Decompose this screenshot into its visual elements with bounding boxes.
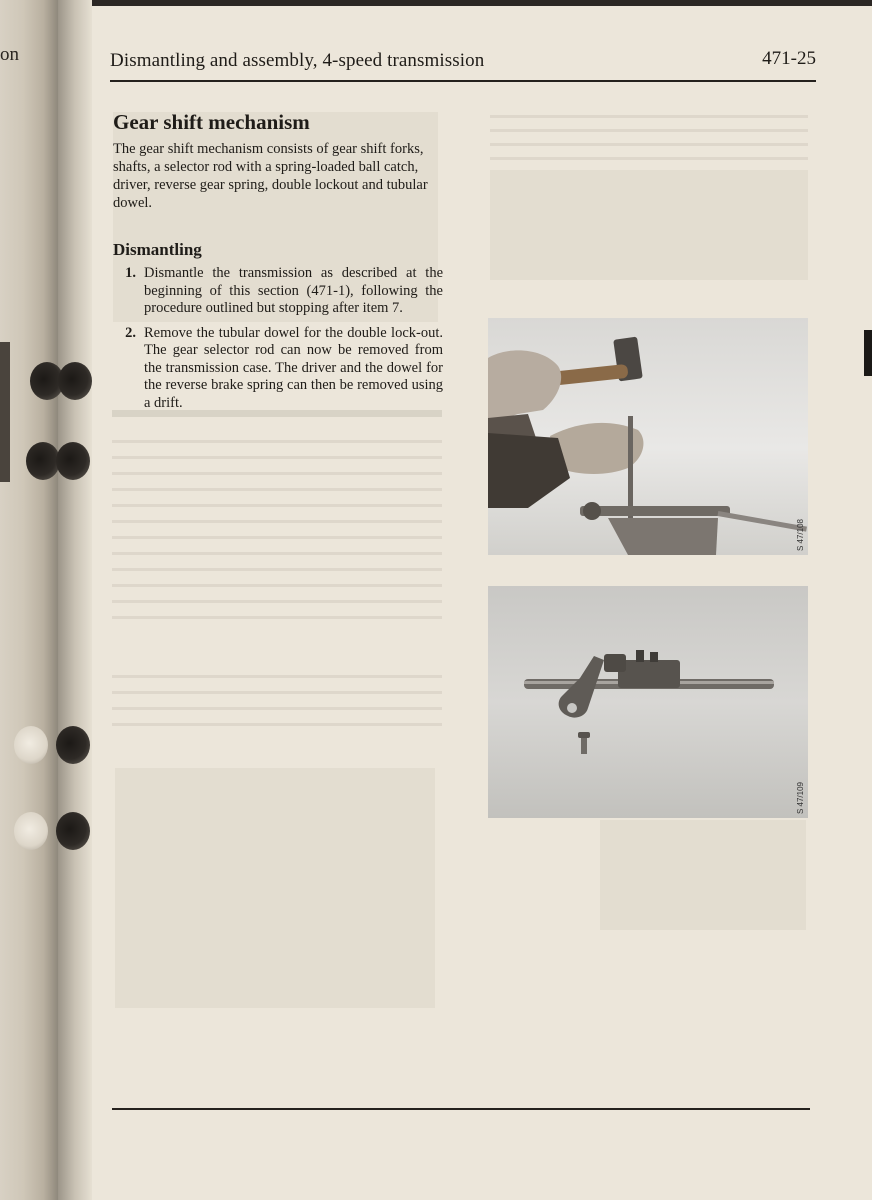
punch-hole — [26, 442, 60, 480]
footer-rule — [112, 1108, 810, 1110]
running-header-title: Dismantling and assembly, 4-speed transmission — [110, 50, 485, 71]
selector-rod-photo — [488, 586, 808, 818]
bleed-through-photo — [115, 768, 435, 1008]
figure-code: S 47/109 — [796, 781, 805, 814]
punch-hole — [56, 812, 90, 850]
binding-gutter — [58, 0, 92, 1200]
hammer-and-drift-photo — [488, 318, 808, 555]
step-text: Remove the tubular dowel for the double lock-out. The gear selector rod can now be removed from the transmission case. The driver and the dowel for the reverse brake spring can then be removed using a drift. — [144, 324, 443, 411]
bleed-through-text — [112, 675, 442, 735]
intro-paragraph: The gear shift mechanism consists of gear shift forks, shafts, a selector rod with a spring-loaded ball catch, driver, reverse gear spring, double lockout and tubular dowel. — [113, 141, 428, 211]
section-title: Gear shift mechanism — [113, 110, 310, 134]
previous-page-fragment: on — [0, 44, 19, 65]
subsection-title: Dismantling — [113, 240, 202, 259]
punch-hole — [56, 726, 90, 764]
bleed-through-photo — [600, 820, 806, 930]
list-item — [113, 325, 443, 413]
header-rule — [110, 80, 816, 82]
bleed-through-text — [112, 440, 442, 630]
punch-hole — [58, 362, 92, 400]
punch-hole — [14, 812, 48, 850]
step-number: 2. — [125, 324, 136, 341]
previous-page-marker — [0, 342, 10, 482]
punch-hole — [14, 726, 48, 764]
selector-rod-illustration — [488, 586, 808, 818]
dismantling-steps — [113, 265, 443, 419]
page-number: 471-25 — [762, 48, 816, 69]
step-number: 1. — [125, 265, 136, 281]
list-item — [113, 265, 443, 318]
thumb-index-tab — [864, 330, 872, 376]
previous-page-edge — [0, 0, 58, 1200]
step-text: Dismantle the transmission as described at the beginning of this section (471-1), following the procedure outlined but stopping after item 7. — [144, 265, 443, 316]
hammer-and-drift-illustration — [488, 318, 808, 555]
figure-code: S 47/108 — [796, 518, 805, 551]
punch-hole — [56, 442, 90, 480]
bleed-through-photo — [490, 170, 808, 280]
bleed-through-text — [490, 115, 808, 160]
top-edge — [0, 0, 872, 6]
